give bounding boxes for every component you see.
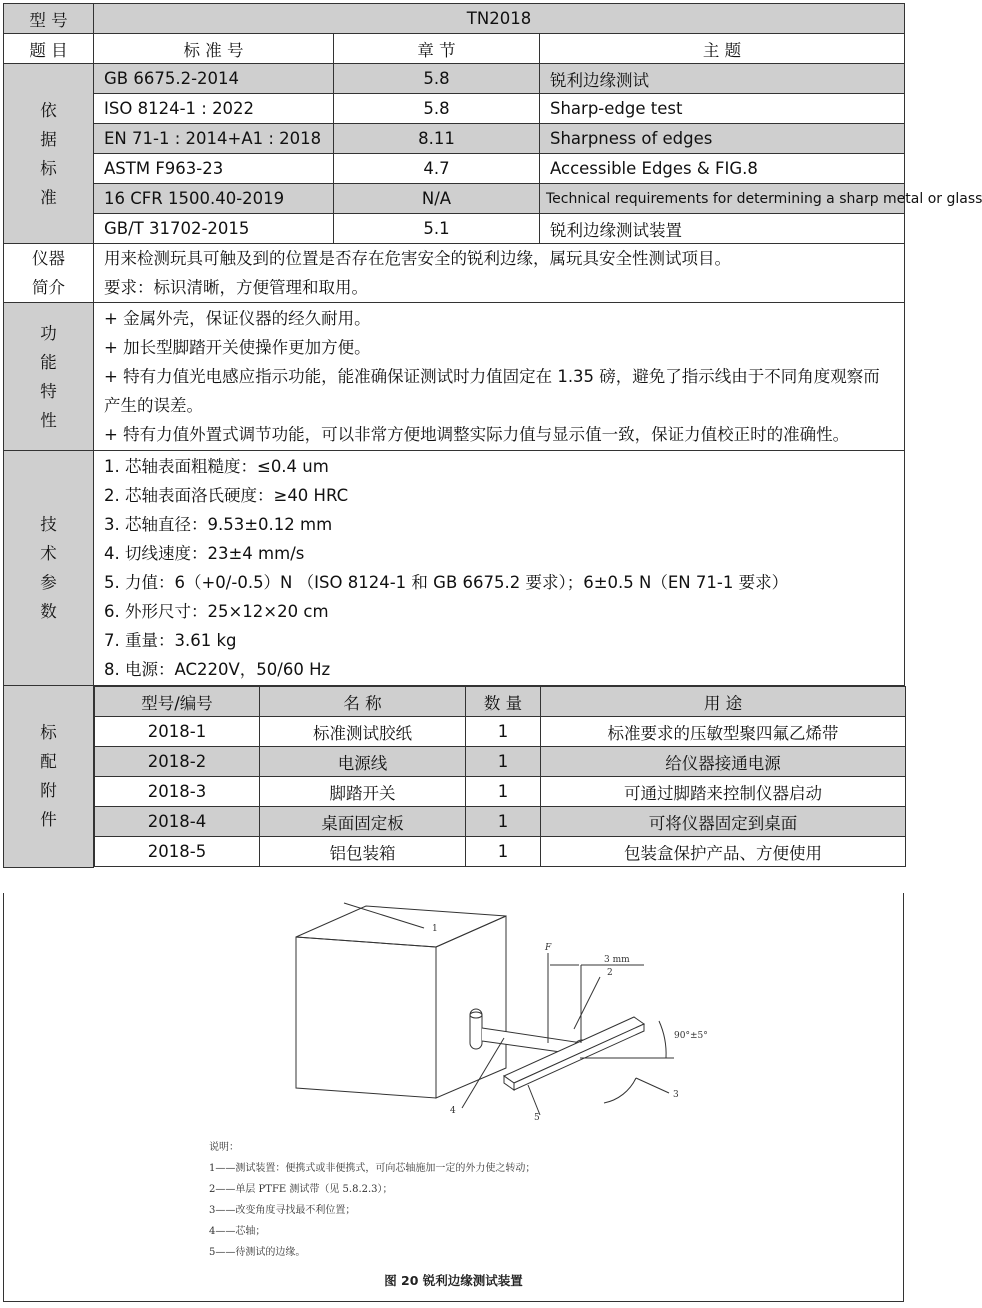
table-row: 2018-1 标准测试胶纸 1 标准要求的压敏型聚四氟乙烯带	[95, 717, 906, 747]
basis-standard: GB/T 31702-2015	[94, 214, 334, 244]
basis-subject: Technical requirements for determining a sharp metal or glass	[540, 184, 905, 214]
basis-subject: Sharp-edge test	[540, 94, 905, 124]
acc-header-name: 名 称	[260, 687, 466, 717]
basis-section: N/A	[334, 184, 540, 214]
accessories-label: 标 配 附 件	[4, 686, 94, 868]
basis-subject: Accessible Edges & FIG.8	[540, 154, 905, 184]
features-label: 功 能 特 性	[4, 303, 94, 451]
figure-label-5: 5	[534, 1113, 540, 1123]
spec-table	[3, 3, 982, 868]
basis-section: 4.7	[334, 154, 540, 184]
intro-text: 用来检测玩具可触及到的位置是否存在危害安全的锐利边缘，属玩具安全性测试项目。 要求：标识清晰，方便管理和取用。	[94, 244, 905, 303]
model-value: TN2018	[94, 4, 905, 34]
basis-label: 依 据 标 准	[4, 64, 94, 244]
basis-section: 8.11	[334, 124, 540, 154]
basis-subject: 锐利边缘测试	[540, 64, 905, 94]
table-row: 2018-2 电源线 1 给仪器接通电源	[95, 747, 906, 777]
figure-label-4: 4	[450, 1106, 456, 1116]
figure-panel	[3, 893, 904, 1302]
basis-standard: GB 6675.2-2014	[94, 64, 334, 94]
figure-dimension-label: 3 mm	[604, 955, 630, 965]
table-row: 2018-4 桌面固定板 1 可将仪器固定到桌面	[95, 807, 906, 837]
model-label: 型 号	[4, 4, 94, 34]
table-row: 2018-3 脚踏开关 1 可通过脚踏来控制仪器启动	[95, 777, 906, 807]
figure-label-3: 3	[673, 1090, 679, 1100]
params-label: 技 术 参 数	[4, 451, 94, 686]
figure-angle-label: 90°±5°	[674, 1031, 708, 1041]
accessories-table	[94, 686, 906, 867]
acc-header-qty: 数 量	[466, 687, 541, 717]
topic-header: 题 目	[4, 34, 94, 64]
features-text: + 金属外壳，保证仪器的经久耐用。 + 加长型脚踏开关使操作更加方便。 + 特有力值光电感应指示功能，能准确保证测试时力值固定在 1.35 磅，避免了指示线由于不同角度观察而 产生的误差。 + 特有力值外置式调节功能，可以非常方便地调整实际力值与显示值一致，保证力值校正时的准确性。	[94, 303, 905, 451]
basis-section: 5.8	[334, 64, 540, 94]
figure-label-1: 1	[432, 924, 438, 934]
figure-legend: 说明： 1——测试装置：便携式或非便携式，可向芯轴施加一定的外力使之转动； 2——单层 PTFE 测试带（见 5.8.2.3）； 3——改变角度寻找最不利位置； 4——芯轴； 5——待测试的边缘。	[209, 1142, 536, 1258]
acc-header-use: 用 途	[541, 687, 906, 717]
intro-label: 仪器 简介	[4, 244, 94, 303]
figure-label-2: 2	[607, 968, 613, 978]
basis-standard: ASTM F963-23	[94, 154, 334, 184]
basis-subject: Sharpness of edges	[540, 124, 905, 154]
basis-section: 5.1	[334, 214, 540, 244]
basis-standard: 16 CFR 1500.40-2019	[94, 184, 334, 214]
standard-header: 标 准 号	[94, 34, 334, 64]
table-row: 2018-5 铝包装箱 1 包装盒保护产品、方便使用	[95, 837, 906, 867]
basis-standard: ISO 8124-1 : 2022	[94, 94, 334, 124]
params-text: 1. 芯轴表面粗糙度：≤0.4 um 2. 芯轴表面洛氏硬度：≥40 HRC 3. 芯轴直径：9.53±0.12 mm 4. 切线速度：23±4 mm/s 5. 力值：6（+0/-0.5）N （ISO 8124-1 和 GB 6675.2 要求）；6±0.5 N（EN 71-1 要求） 6. 外形尺寸：25×12×20 cm 7. 重量：3.61 kg 8. 电源：AC220V，50/60 Hz	[94, 451, 905, 686]
subject-header: 主 题	[540, 34, 905, 64]
device-box	[296, 906, 506, 1098]
basis-standard: EN 71-1 : 2014+A1 : 2018	[94, 124, 334, 154]
sharp-edge-tester-diagram	[4, 893, 903, 1133]
basis-section: 5.8	[334, 94, 540, 124]
acc-header-code: 型号/编号	[95, 687, 260, 717]
section-header: 章 节	[334, 34, 540, 64]
figure-caption: 图 20 锐利边缘测试装置	[384, 1273, 523, 1288]
figure-force-label: F	[545, 943, 552, 953]
basis-subject: 锐利边缘测试装置	[540, 214, 905, 244]
